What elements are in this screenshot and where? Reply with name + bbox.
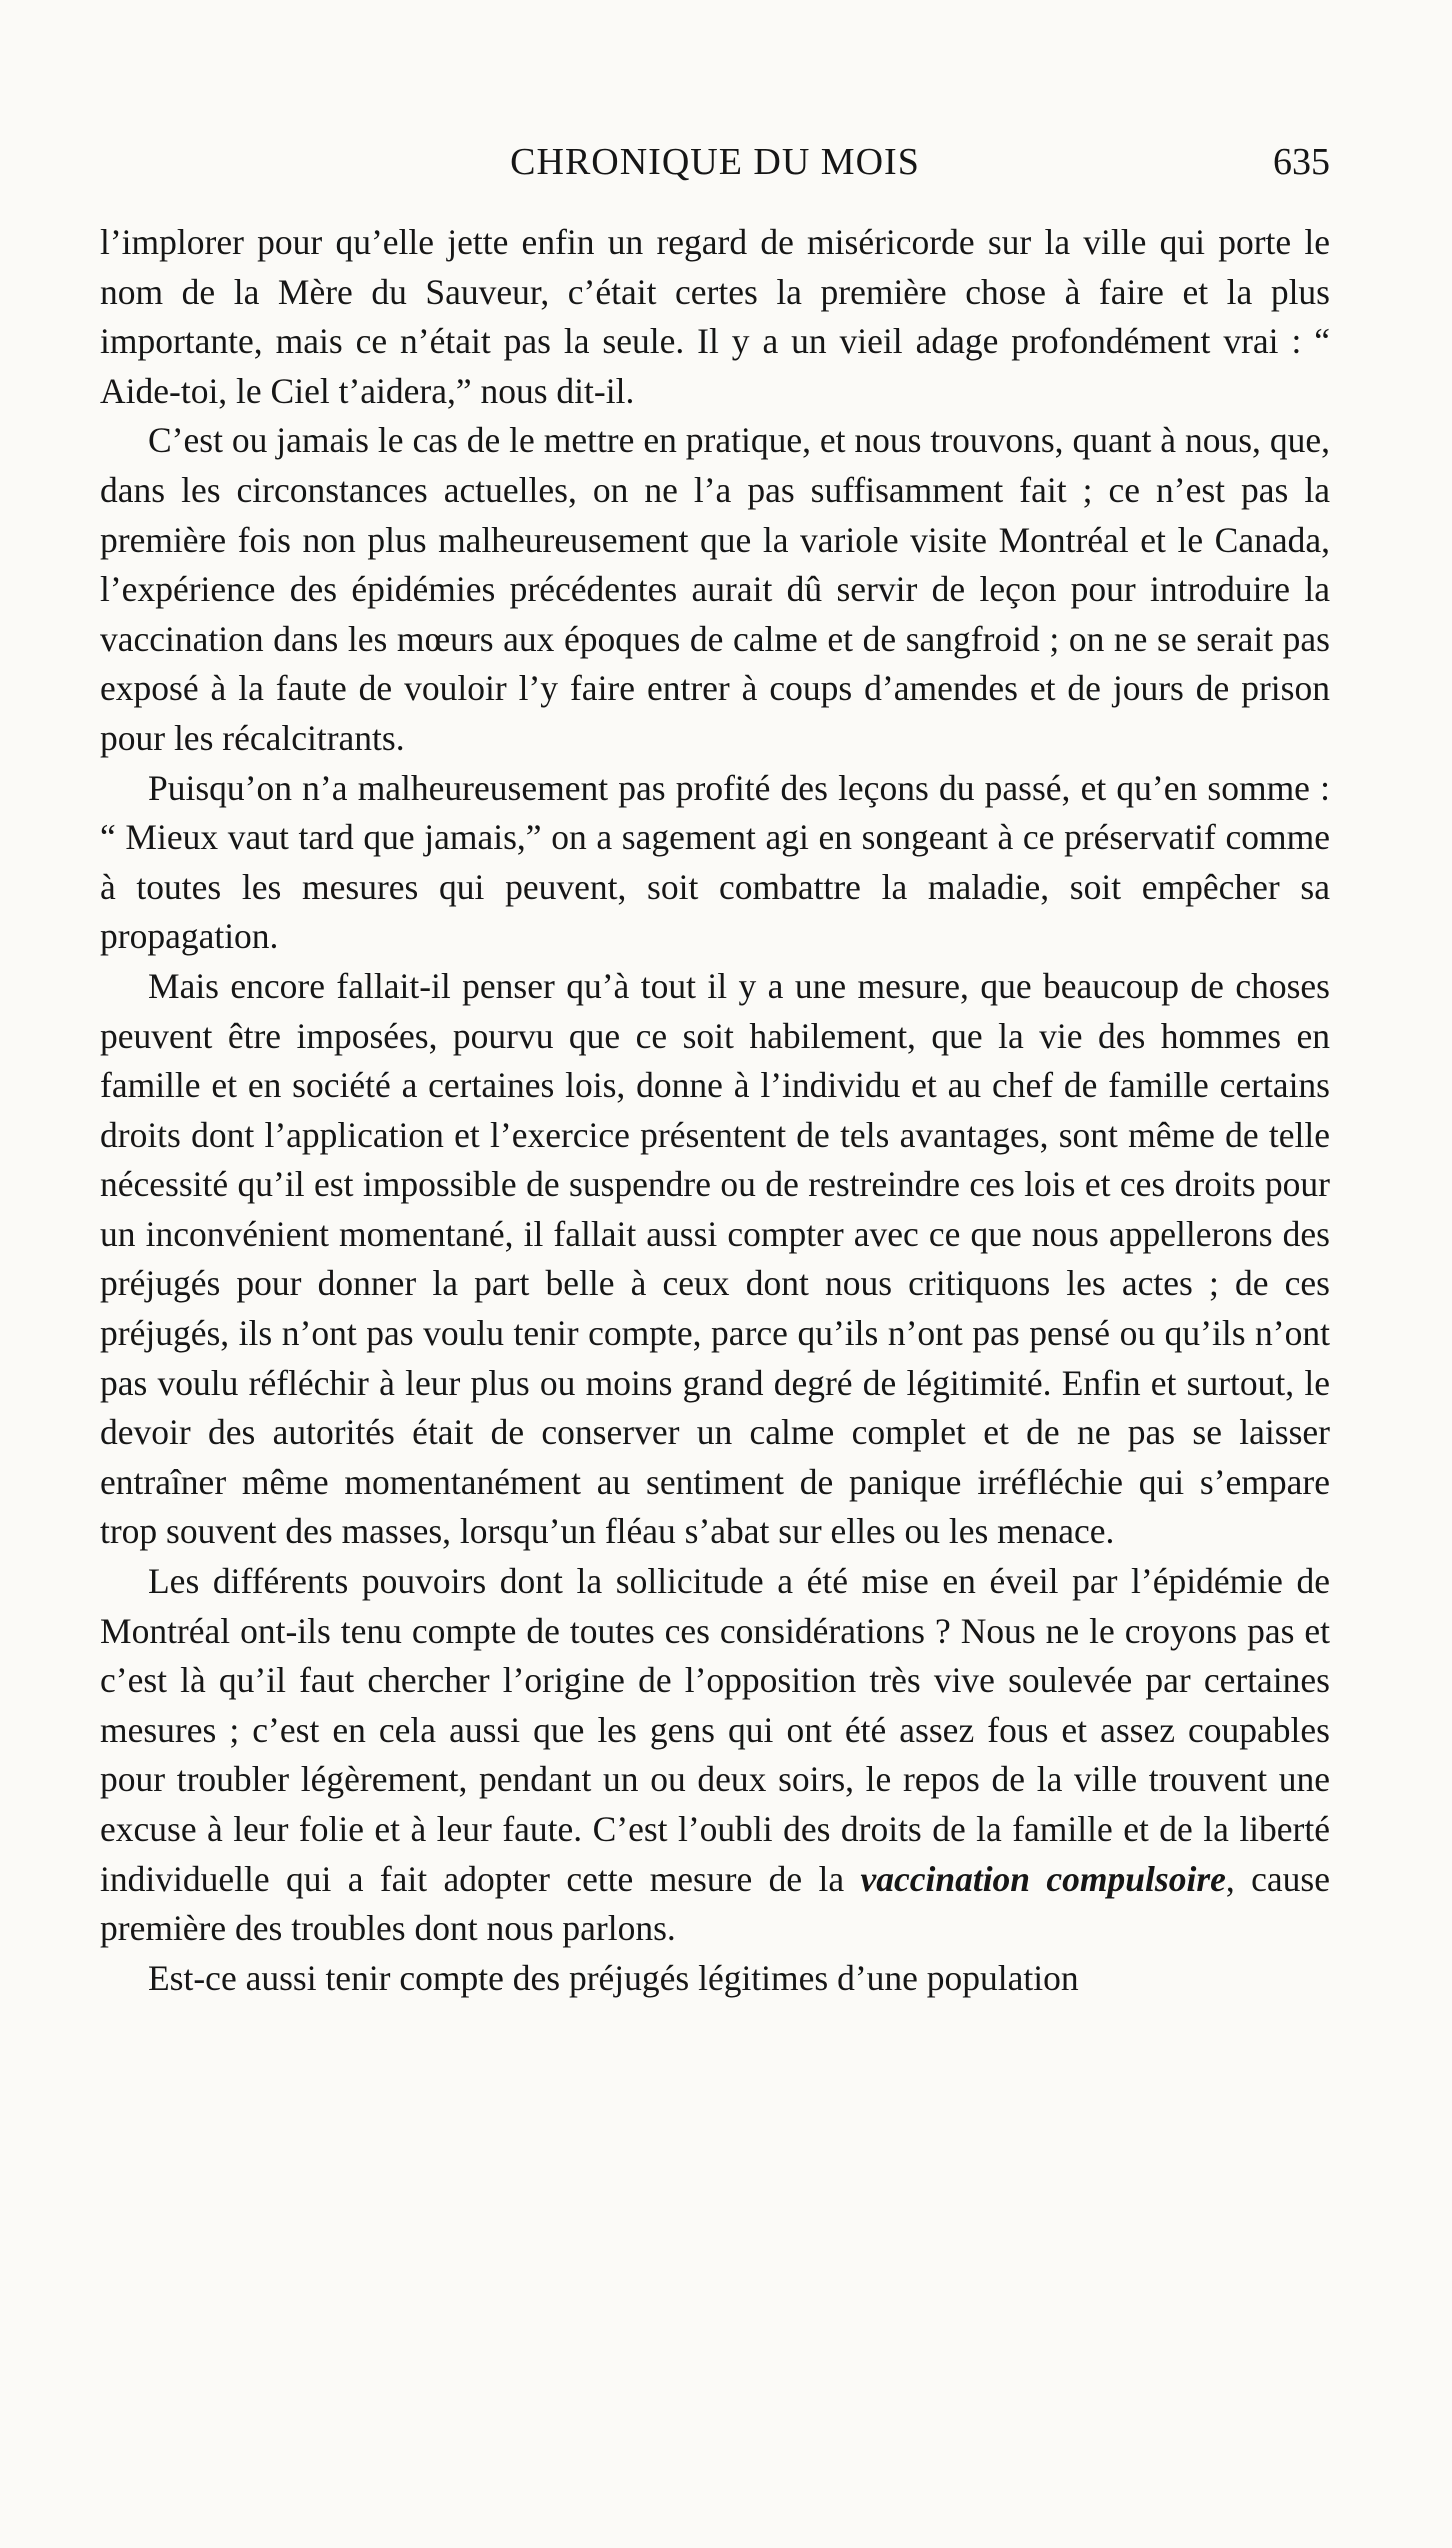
paragraph-2 [100,416,1330,763]
running-head [100,140,1330,200]
paragraph-text: C’est ou jamais le cas de le mettre en pratique, et nous trouvons, quant à nous, que, dans les circonstances actuelles, on ne l’a pas suffisamment fait ; ce n’est pas la première fois non plus malheureusement que la variole visite Montréal et le Canada, l’expérience des épidémies précédentes aurait dû servir de leçon pour introduire la vaccination dans les mœurs aux époques de calme et de sangfroid ; on ne se serait pas exposé à la faute de vouloir l’y faire entrer à coups d’amendes et de jours de prison pour les récalcitrants. [100,420,1330,758]
book-page [100,140,1330,2003]
italic-emphasis: vaccination compulsoire [860,1858,1226,1899]
paragraph-text: Les différents pouvoirs dont la sollicitude a été mise en éveil par l’épidémie de Montréal ont-ils tenu compte de toutes ces considérations ? Nous ne le croyons pas et c’est là qu’il faut chercher l’origine de l’opposition très vive soulevée par certaines mesures ; c’est en cela aussi que les gens qui ont été assez fous et assez coupables pour troubler légèrement, pendant un ou deux soirs, le repos de la ville trouvent une excuse à leur folie et à leur faute. C’est l’oubli des droits de la famille et de la liberté individuelle qui a fait adopter cette mesure de la [100,1561,1330,1899]
body-text [100,218,1330,2003]
paragraph-text: Puisqu’on n’a malheureusement pas profité des leçons du passé, et qu’en somme : “ Mieux vaut tard que jamais,” on a sagement agi en songeant à ce préservatif comme à toutes les mesures qui peuvent, soit combattre la maladie, soit empêcher sa propagation. [100,767,1330,957]
paragraph-3 [100,764,1330,962]
running-title: CHRONIQUE DU MOIS [510,141,920,183]
paragraph-6 [100,1954,1330,2004]
paragraph-1 [100,218,1330,416]
paragraph-text-after: , cause première des troubles dont nous parlons. [100,1858,1330,1949]
page-number: 635 [1273,141,1330,183]
paragraph-4 [100,962,1330,1557]
paragraph-text: l’implorer pour qu’elle jette enfin un regard de miséricorde sur la ville qui porte le nom de la Mère du Sauveur, c’était certes la première chose à faire et la plus importante, mais ce n’était pas la seule. Il y a un vieil adage profondément vrai : “ Aide-toi, le Ciel t’aidera,” nous dit-il. [100,222,1330,411]
paragraph-text: Est-ce aussi tenir compte des préjugés légitimes d’une population [148,1957,1079,1998]
paragraph-5 [100,1557,1330,1954]
paragraph-text: Mais encore fallait-il penser qu’à tout il y a une mesure, que beaucoup de choses peuvent être imposées, pourvu que ce soit habilement, que la vie des hommes en famille et en société a certaines lois, donne à l’individu et au chef de famille certains droits dont l’application et l’exercice présentent de tels avantages, sont même de telle nécessité qu’il est impossible de suspendre ou de restreindre ces lois et ces droits pour un inconvénient momentané, il fallait aussi compter avec ce que nous appellerons des préjugés pour donner la part belle à ceux dont nous critiquons les actes ; de ces préjugés, ils n’ont pas voulu tenir compte, parce qu’ils n’ont pas pensé ou qu’ils n’ont pas voulu réfléchir à leur plus ou moins grand degré de légitimité. Enfin et surtout, le devoir des autorités était de conserver un calme complet et de ne pas se laisser entraîner même momentanément au sentiment de panique irréfléchie qui s’empare trop souvent des masses, lorsqu’un fléau s’abat sur elles ou les menace. [100,965,1330,1552]
